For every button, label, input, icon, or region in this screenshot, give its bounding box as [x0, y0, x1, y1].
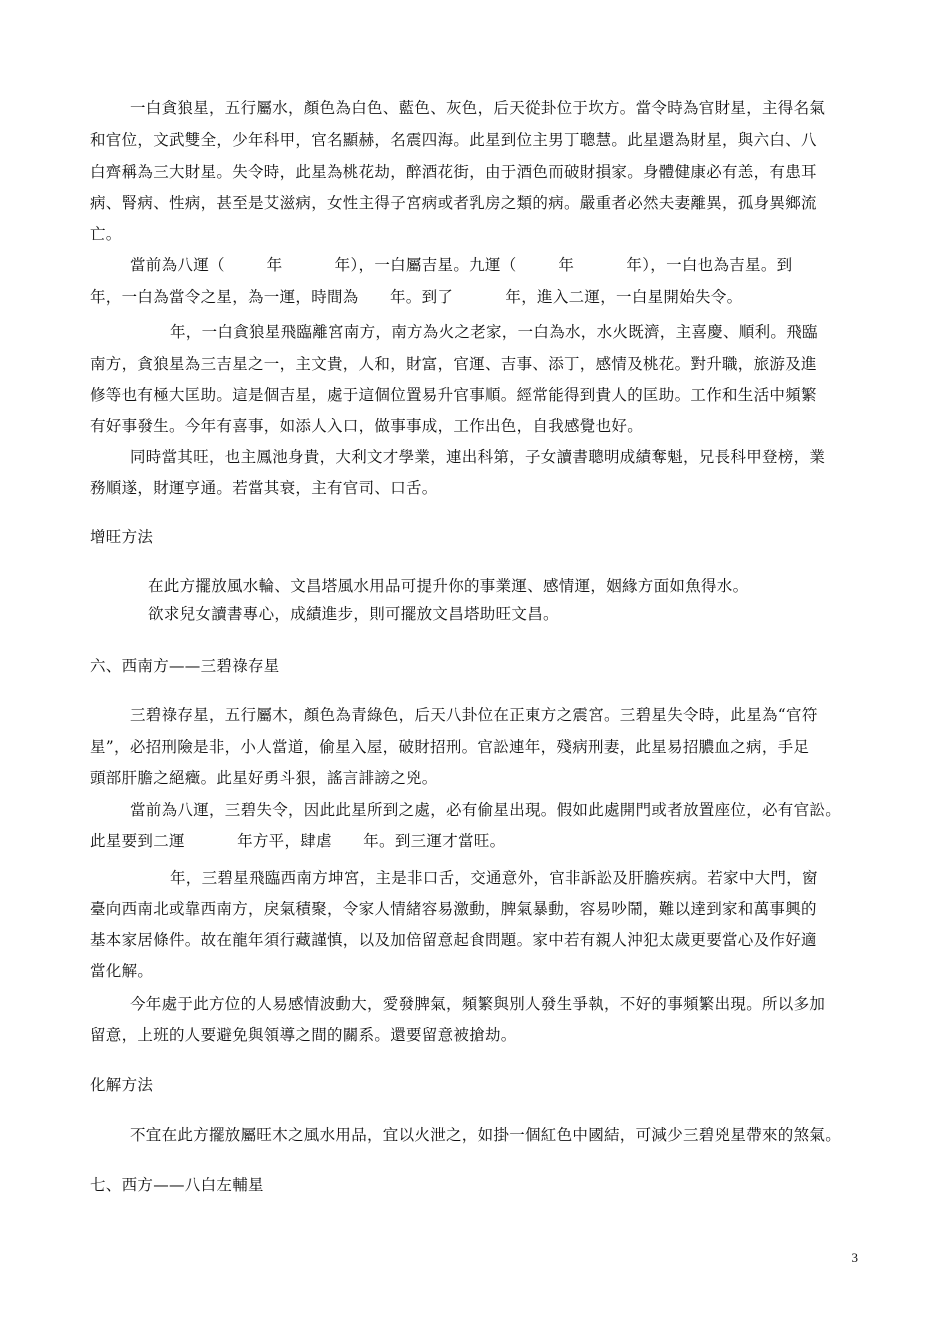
page-number: 3 [851, 1250, 858, 1265]
paragraph-1-line-2: 和官位，文武雙全，少年科甲，官名顯赫，名震四海。此星到位主男丁聰慧。此星還為財星，與六白、八 [90, 131, 817, 149]
paragraph-10-line-1: 年，三碧星飛臨西南方坤宮，主是非口舌，交通意外，官非訴訟及肝膽疾病。若家中大門，窗 [170, 869, 818, 887]
paragraph-8-line-2: 星”，必招刑險是非，小人當道，偷星入屋，破財招刑。官訟連年，殘病刑妻，此星易招膿血之病，手足 [90, 738, 810, 756]
paragraph-3-line-2: 南方，貪狼星為三吉星之一，主文貴，人和，財富，官運、吉事、添丁，感情及桃花。對升職，旅游及進 [90, 355, 817, 373]
section-heading-west: 七、西方——八白左輔星 [90, 1176, 264, 1194]
section-heading-resolution-method: 化解方法 [90, 1076, 154, 1094]
paragraph-8-line-1: 三碧祿存星，五行屬木，顏色為青綠色，后天八卦位在正東方之震宮。三碧星失令時，此星為“官符 [130, 706, 818, 724]
paragraph-2-line-1: 當前為八運（ 年 年），一白屬吉星。九運（ 年 年），一白也為吉星。到 [130, 256, 793, 274]
paragraph-6-line-2: 欲求兒女讀書專心，成績進步，則可擺放文昌塔助旺文昌。 [148, 605, 559, 623]
paragraph-6-line-1: 在此方擺放風水輪、文昌塔風水用品可提升你的事業運、感情運，姻緣方面如魚得水。 [148, 577, 749, 595]
paragraph-1-line-1: 一白貪狼星，五行屬水，顏色為白色、藍色、灰色，后天從卦位于坎方。當令時為官財星，主得名氣 [130, 99, 826, 117]
paragraph-4-line-1: 同時當其旺，也主鳳池身貴，大利文才學業，連出科第，子女讀書聰明成績奪魁，兄長科甲登榜，業 [130, 448, 826, 466]
paragraph-4-line-2: 務順遂，財運亨通。若當其衰，主有官司、口舌。 [90, 479, 438, 497]
section-heading-southwest: 六、西南方——三碧祿存星 [90, 657, 280, 675]
section-heading-boost-method: 增旺方法 [90, 528, 154, 546]
paragraph-11-line-2: 留意，上班的人要避免與領導之間的關系。還要留意被搶劫。 [90, 1026, 517, 1044]
paragraph-8-line-3: 頭部肝膽之絕癥。此星好勇斗狠，謠言誹謗之兇。 [90, 769, 438, 787]
paragraph-10-line-3: 基本家居條件。故在龍年須行藏謹慎，以及加倍留意起食問題。家中若有親人沖犯太歲更要當心及作好適 [90, 931, 817, 949]
paragraph-3-line-4: 有好事發生。今年有喜事，如添人入口，做事事成，工作出色，自我感覺也好。 [90, 417, 644, 435]
paragraph-9-line-1: 當前為八運，三碧失令，因此此星所到之處，必有偷星出現。假如此處開門或者放置座位，必有官訟。 [130, 801, 842, 819]
paragraph-2-line-2: 年，一白為當令之星，為一運，時間為 年。到了 年，進入二運，一白星開始失令。 [90, 288, 743, 306]
paragraph-1-line-3: 白齊稱為三大財星。失令時，此星為桃花劫，醉酒花街，由于酒色而破財損家。身體健康必有恙，有患耳 [90, 163, 817, 181]
paragraph-9-line-2: 此星要到二運 年方平，肆虐 年。到三運才當旺。 [90, 832, 506, 850]
paragraph-1-line-5: 亡。 [90, 225, 122, 243]
paragraph-10-line-4: 當化解。 [90, 962, 154, 980]
paragraph-10-line-2: 臺向西南北或靠西南方，戾氣積聚，令家人情緒容易激動，脾氣暴動，容易吵鬧，難以達到家和萬事興的 [90, 900, 817, 918]
paragraph-3-line-1: 年，一白貪狼星飛臨離宮南方，南方為火之老家，一白為水，水火既濟，主喜慶、順利。飛臨 [170, 323, 818, 341]
paragraph-13-line-1: 不宜在此方擺放屬旺木之風水用品，宜以火泄之，如掛一個紅色中國結，可減少三碧兇星帶來的煞氣。 [130, 1126, 842, 1144]
paragraph-11-line-1: 今年處于此方位的人易感情波動大，愛發脾氣，頻繁與別人發生爭執，不好的事頻繁出現。所以多加 [130, 995, 826, 1013]
paragraph-3-line-3: 修等也有極大匡助。這是個吉星，處于這個位置易升官事順。經常能得到貴人的匡助。工作和生活中頻繁 [90, 386, 817, 404]
paragraph-1-line-4: 病、腎病、性病，甚至是艾滋病，女性主得子宮病或者乳房之類的病。嚴重者必然夫妻離異，孤身異鄉流 [90, 194, 817, 212]
